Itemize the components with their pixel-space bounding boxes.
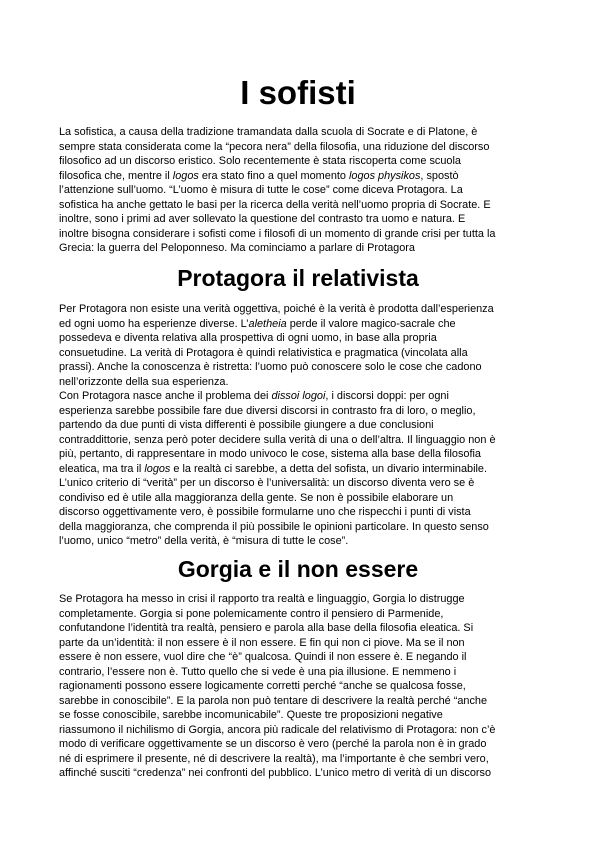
text-line: ed ogni uomo ha esperienze diverse. L’aletheia perde il valore magico-sacrale che	[59, 317, 456, 330]
text-line: eleatica, ma tra il logos e la realtà ci sarebbe, a detta del sofista, un divario interminabile.	[59, 462, 488, 475]
text-line: modo di verificare oggettivamente se un discorso è vero (perché la parola non è in grado	[59, 738, 487, 750]
text-line: prassi). Anche la conoscenza è ristretta: l’uomo può conoscere solo le cose che cadono	[59, 361, 482, 373]
text-line: possedeva e diventa relativa alla prospettiva di ogni uomo, in base alla propria	[59, 332, 437, 344]
text-line: riassumono il nichilismo di Gorgia, ancora più radicale del relativismo di Protagora: non c’è	[59, 723, 496, 736]
text-line: sarebbe in conoscibile”. E la parola non può tentare di descrivere la realtà perché “anche	[59, 694, 488, 707]
gorgia-paragraph	[59, 592, 549, 781]
section-heading-protagora: Protagora il relativista	[177, 265, 419, 291]
text-line: partendo da due punti di vista differenti è possibile giungere a due conclusioni	[59, 419, 434, 431]
text-line: esperienza sarebbe possibile fare due diversi discorsi in contrasto fra di loro, o meglio,	[59, 404, 476, 417]
text-line: l’attenzione sull’uomo. “L’uomo è misura di tutte le cose” come diceva Protagora. La	[59, 184, 463, 196]
text-line: inoltre bisogna considerare i sofisti come i filosofi di un momento di grande crisi per tutta la	[59, 227, 496, 240]
text-line: Per Protagora non esiste una verità oggettiva, poiché è la verità è prodotta dall’esperienza	[59, 303, 494, 315]
protagora-paragraph	[59, 302, 549, 549]
text-line: Con Protagora nasce anche il problema dei dissoi logoi, i discorsi doppi: per ogni	[59, 390, 449, 402]
text-line: né di esprimere il presente, né di descrivere la realtà), ma l’importante è che sembri vero,	[59, 752, 489, 765]
text-line: più, pertanto, di rappresentare in modo univoco le cose, sistema alla base della filosofia	[59, 448, 481, 460]
text-line: sempre stata considerata come la “pecora nera” della filosofia, una riduzione del discorso	[59, 140, 490, 153]
text-line: ragionamenti possono essere logicamente corretti perché “anche se qualcosa fosse,	[59, 680, 466, 692]
text-line: completamente. Gorgia si pone polemicamente contro il pensiero di Parmenide,	[59, 607, 444, 620]
intro-paragraph	[59, 125, 549, 256]
page-title: I sofisti	[240, 74, 356, 111]
text-line: consuetudine. La verità di Protagora è quindi relativistica e pragmatica (vincolata alla	[59, 346, 468, 359]
text-line: essere è non essere, vuol dire che “è” qualcosa. Quindi il non essere è. E negando il	[59, 651, 467, 663]
text-line: filosofica che, mentre il logos era stato fino a quel momento logos physikos, spostò	[59, 169, 459, 182]
text-line: confutandone l’identità tra realtà, pensiero e parola alla base della filosofia eleatica. Si	[59, 622, 474, 634]
text-line: condiviso ed è utile alla maggioranza della gente. Se non è possibile elaborare un	[59, 491, 454, 504]
text-line: affinché susciti “credenza” nei confronti del pubblico. L’unico metro di verità di un discorso	[59, 767, 492, 779]
text-line: della maggioranza, che comprenda il più possibile le opinioni particolare. In questo senso	[59, 520, 489, 533]
text-line: parte da un’identità: il non essere è il non essere. E fin qui non ci piove. Ma se il non	[59, 636, 465, 649]
text-line: inoltre, sono i primi ad aver sollevato la questione del contrasto tra uomo e natura. E	[59, 213, 466, 225]
text-line: contraddittorie, senza però poter decidere sulla verità di una o dell’altra. Il linguaggio non è	[59, 433, 496, 446]
text-line: Grecia: la guerra del Peloponneso. Ma cominciamo a parlare di Protagora	[59, 242, 415, 254]
text-line: L’unico criterio di “verità” per un discorso è l’universalità: un discorso diventa vero se è	[59, 477, 475, 489]
text-line: sofistica ha anche gettato le basi per la ricerca della verità nell’uomo propria di Socrate. E	[59, 198, 491, 211]
text-line: discorso oggettivamente vero, è possibile formularne uno che rispecchi i punti di vista	[59, 506, 471, 518]
text-line: l’uomo, unico “metro” della verità, è “misura di tutte le cose”.	[59, 535, 349, 547]
text-line: La sofistica, a causa della tradizione tramandata dalla scuola di Socrate e di Platone, è	[59, 126, 478, 138]
text-line: contrario, l’essere non è. Tutto quello che si vede è una pia illusione. E nemmeno i	[59, 665, 457, 678]
text-line: filosofico ad un discorso eristico. Solo recentemente è stata riscoperta come scuola	[59, 155, 461, 167]
text-line: se fosse conoscibile, sarebbe incomunicabile”. Queste tre proposizioni negative	[59, 709, 443, 721]
text-line: Se Protagora ha messo in crisi il rapporto tra realtà e linguaggio, Gorgia lo distrugge	[59, 593, 465, 605]
section-heading-gorgia: Gorgia e il non essere	[177, 556, 419, 582]
text-line: nell’orizzonte della sua esperienza.	[59, 375, 229, 388]
